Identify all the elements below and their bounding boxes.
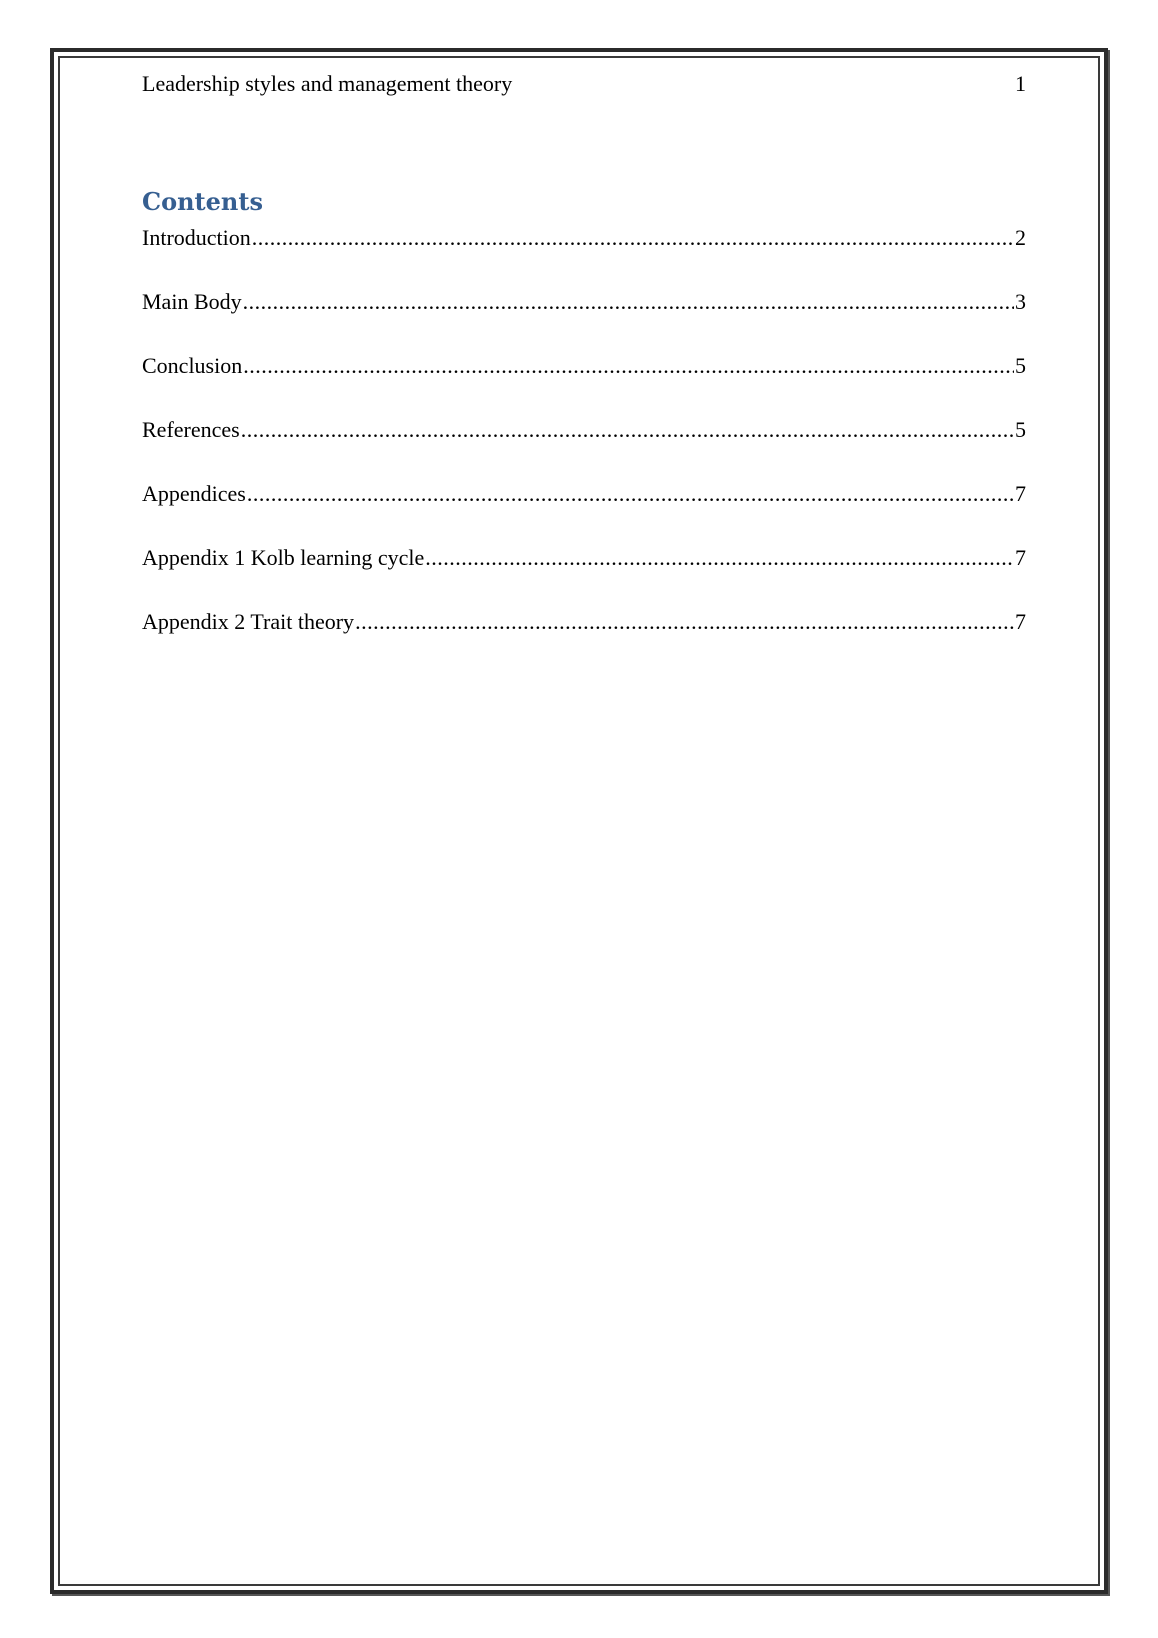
- page-header: [142, 70, 1026, 98]
- toc-entry-page: 7: [1015, 609, 1026, 634]
- toc-entry-introduction[interactable]: [142, 224, 1026, 252]
- toc-entry-label: Appendix 1 Kolb learning cycle: [142, 545, 425, 570]
- toc-entry-page: 5: [1015, 417, 1026, 442]
- toc-dot-leader: [425, 544, 1014, 572]
- toc-entry-page: 2: [1015, 225, 1026, 250]
- toc-entry-appendix-1[interactable]: [142, 544, 1026, 572]
- toc-entry-references[interactable]: [142, 416, 1026, 444]
- toc-dot-leader: [243, 352, 1014, 380]
- toc-dot-leader: [252, 224, 1014, 252]
- toc-entry-label: Appendices: [142, 481, 246, 506]
- toc-entry-main-body[interactable]: [142, 288, 1026, 316]
- toc-entry-page: 5: [1015, 353, 1026, 378]
- toc-entry-label: Appendix 2 Trait theory: [142, 609, 355, 634]
- toc-entry-appendices[interactable]: [142, 480, 1026, 508]
- header-title: Leadership styles and management theory: [142, 71, 513, 96]
- toc-dot-leader: [355, 608, 1014, 636]
- toc-entry-page: 7: [1015, 481, 1026, 506]
- toc-entry-label: Conclusion: [142, 353, 243, 378]
- toc-dot-leader: [247, 480, 1014, 508]
- toc-entry-page: 3: [1015, 289, 1026, 314]
- toc-heading: Contents: [142, 187, 263, 216]
- toc-dot-leader: [241, 416, 1014, 444]
- table-of-contents: [142, 224, 1026, 672]
- toc-entry-appendix-2[interactable]: [142, 608, 1026, 636]
- toc-dot-leader: [243, 288, 1014, 316]
- toc-entry-label: Main Body: [142, 289, 242, 314]
- toc-entry-conclusion[interactable]: [142, 352, 1026, 380]
- header-page-number: 1: [1015, 71, 1026, 96]
- toc-entry-label: Introduction: [142, 225, 251, 250]
- toc-entry-label: References: [142, 417, 240, 442]
- toc-entry-page: 7: [1015, 545, 1026, 570]
